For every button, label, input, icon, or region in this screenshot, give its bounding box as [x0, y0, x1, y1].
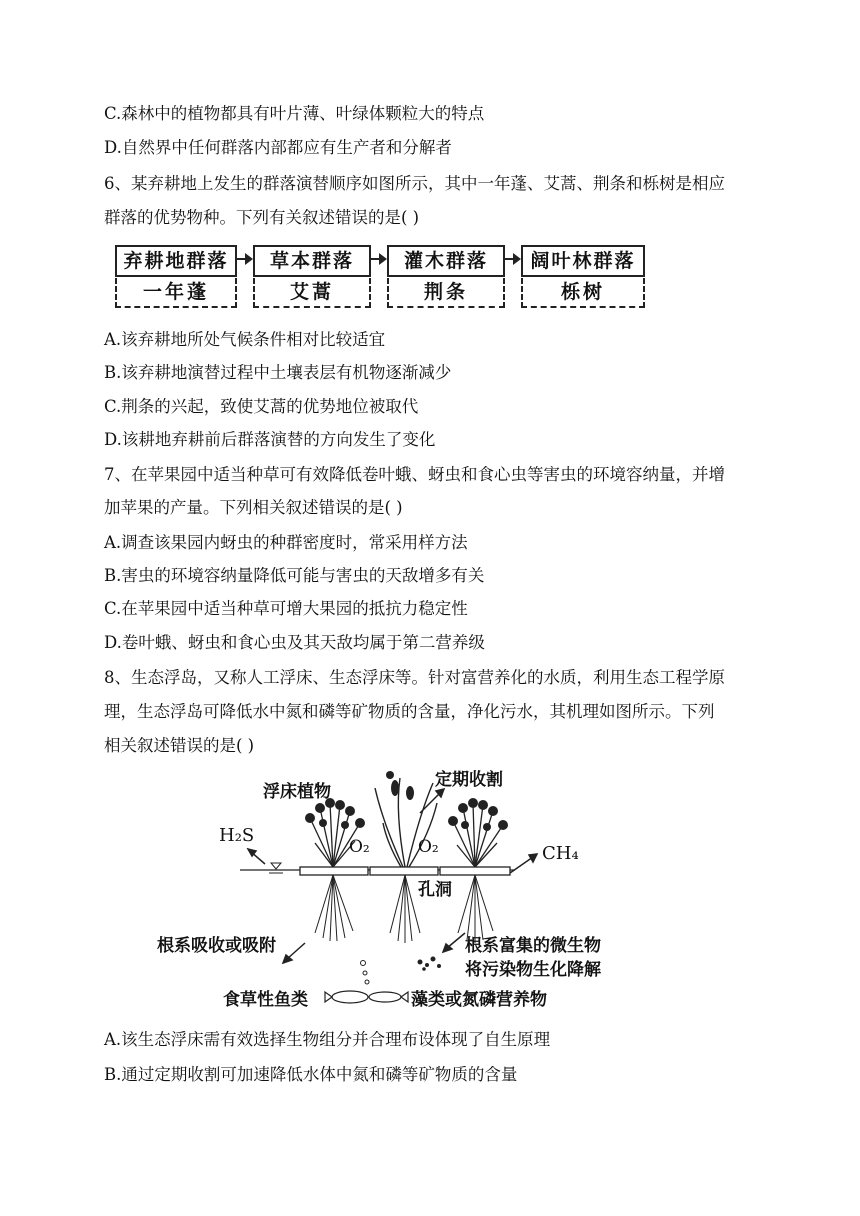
- label-o2-right: O₂: [418, 837, 439, 857]
- species-box-3: 荆条: [387, 278, 505, 308]
- community-box-3: 灌木群落: [387, 245, 505, 277]
- question-6-line1: 6、某弃耕地上发生的群落演替顺序如图所示，其中一年蓬、艾蒿、荆条和栎树是相应: [104, 174, 725, 193]
- question-8-line3: 相关叙述错误的是( ): [104, 736, 255, 755]
- species-box-1: 一年蓬: [115, 278, 237, 308]
- question-7-line1: 7、在苹果园中适当种草可有效降低卷叶蛾、蚜虫和食心虫等害虫的环境容纳量，并增: [104, 465, 725, 484]
- arrow-2: [371, 258, 385, 260]
- floating-bed-diagram: [157, 763, 655, 1010]
- option-b-q7: B.害虫的环境容纳量降低可能与害虫的天敌增多有关: [104, 566, 485, 585]
- community-box-4: 阔叶林群落: [521, 245, 645, 277]
- arrow-3: [505, 258, 519, 260]
- label-roots-absorb: 根系吸收或吸附: [157, 936, 276, 956]
- question-6-line2: 群落的优势物种。下列有关叙述错误的是( ): [104, 208, 420, 227]
- label-h2s: H₂S: [219, 825, 255, 846]
- option-d-q7: D.卷叶蛾、蚜虫和食心虫及其天敌均属于第二营养级: [104, 633, 485, 652]
- species-box-4: 栎树: [521, 278, 645, 308]
- label-algae: 藻类或氮磷营养物: [411, 990, 547, 1010]
- succession-diagram: [115, 245, 645, 311]
- option-c-q7: C.在苹果园中适当种草可增大果园的抵抗力稳定性: [104, 599, 468, 618]
- option-c-q5: C.森林中的植物都具有叶片薄、叶绿体颗粒大的特点: [104, 104, 485, 123]
- label-periodic-harvest: 定期收割: [435, 770, 503, 790]
- question-8-line1: 8、生态浮岛，又称人工浮床、生态浮床等。针对富营养化的水质，利用生态工程学原: [104, 668, 725, 687]
- option-a-q8: A.该生态浮床需有效选择生物组分并合理布设体现了自生原理: [104, 1030, 551, 1049]
- label-herbivorous-fish: 食草性鱼类: [223, 990, 308, 1010]
- option-d-q5: D.自然界中任何群落内部都应有生产者和分解者: [104, 138, 452, 157]
- option-d-q6: D.该耕地弃耕前后群落演替的方向发生了变化: [104, 430, 436, 449]
- arrow-1: [237, 258, 251, 260]
- community-box-1: 弃耕地群落: [115, 245, 237, 277]
- option-b-q8: B.通过定期收割可加速降低水体中氮和磷等矿物质的含量: [104, 1065, 518, 1084]
- label-floating-plants: 浮床植物: [263, 782, 331, 802]
- label-o2-left: O₂: [349, 837, 370, 857]
- label-ch4: CH₄: [542, 843, 579, 864]
- option-c-q6: C.荆条的兴起，致使艾蒿的优势地位被取代: [104, 397, 419, 416]
- question-7-line2: 加苹果的产量。下列相关叙述错误的是( ): [104, 498, 403, 517]
- species-box-2: 艾蒿: [253, 278, 371, 308]
- option-b-q6: B.该弃耕地演替过程中土壤表层有机物逐渐减少: [104, 363, 452, 382]
- option-a-q7: A.调查该果园内蚜虫的种群密度时，常采用样方法: [104, 533, 468, 552]
- label-microbes-2: 将污染物生化降解: [465, 960, 601, 980]
- label-microbes-1: 根系富集的微生物: [465, 936, 601, 956]
- label-hole: 孔洞: [418, 880, 452, 900]
- option-a-q6: A.该弃耕地所处气候条件相对比较适宜: [104, 330, 386, 349]
- question-8-line2: 理，生态浮岛可降低水中氮和磷等矿物质的含量，净化污水，其机理如图所示。下列: [104, 702, 715, 721]
- community-box-2: 草本群落: [253, 245, 371, 277]
